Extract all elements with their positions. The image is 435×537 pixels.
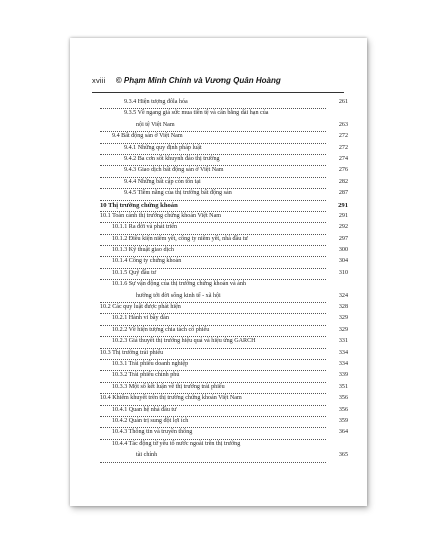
toc-entry-page: 328 (338, 304, 348, 311)
toc-entry-title: 10.1.3 Kỹ thuật giao dịch (100, 245, 326, 257)
toc-entry-title: 10.4.2 Quản trị sung đột lợi ích (100, 416, 326, 428)
toc-entry (100, 256, 348, 267)
toc-entry (100, 154, 348, 165)
toc-entry (100, 234, 348, 245)
toc-entry (100, 382, 348, 393)
toc-entry-title: 10.2 Các quy luật được phát hiện (100, 302, 326, 314)
toc-entry (100, 439, 348, 450)
toc-entry (100, 313, 348, 324)
toc-entry-title: 10 Thị trường chứng khoán (100, 200, 326, 212)
toc-entry-title: 10.4.1 Quan hệ nhà đầu tư (100, 405, 326, 417)
toc-entry-page: 261 (338, 99, 348, 105)
toc-entry-title: 9.4.3 Giao dịch bất động sản ở Việt Nam (100, 165, 326, 177)
toc-entry (100, 120, 348, 131)
toc-entry (100, 416, 348, 427)
toc-entry-title: 10.1.5 Quỹ đầu tư (100, 268, 326, 280)
toc-entry-page: 263 (338, 121, 348, 128)
toc-entry-page: 292 (338, 224, 348, 231)
toc-entry-page: 329 (338, 315, 348, 322)
toc-entry-title: 10.3.3 Một số kết luận về thị trường trái phiếu (100, 382, 326, 394)
toc-entry-title: 10.1.6 Sự vận động của thị trường chứng khoán và ảnh (112, 281, 246, 288)
toc-entry (100, 108, 348, 119)
toc-entry (100, 450, 348, 461)
toc-entry-title: 10.4.3 Thông tin và truyền thông (100, 427, 326, 439)
toc-entry (100, 336, 348, 347)
toc-entry-title: 9.4 Bất động sản ở Việt Nam (100, 131, 326, 143)
toc-entry-title: 10.4 Khiếm khuyết trên thị trường chứng khoán Việt Nam (100, 393, 326, 405)
toc-entry-title: 9.3.4 Hiện tượng đôla hóa (100, 97, 326, 109)
toc-entry-title: tài chính (100, 450, 326, 462)
toc-entry-page: 291 (338, 201, 348, 209)
toc-entry-page: 356 (338, 406, 348, 413)
toc-entry-title: 10.3.2 Trái phiếu chính phủ (100, 370, 326, 382)
toc-entry (100, 359, 348, 370)
toc-entry-title: 10.2.2 Về hiện tượng chia tách cổ phiếu (100, 325, 326, 337)
toc-entry-title: 9.4.4 Những bất cập còn tồn tại (100, 177, 326, 189)
toc-entry-page: 276 (338, 167, 348, 174)
toc-entry (100, 245, 348, 256)
toc-entry (100, 188, 348, 199)
toc-entry-title: 10.1.1 Ra đời và phát triển (100, 222, 326, 234)
toc-entry-page: 291 (338, 212, 348, 219)
toc-entry (100, 165, 348, 176)
toc-entry-title: 10.1.2 Điều kiện niêm yết, công ty niêm yết, nhà đầu tư (100, 234, 326, 246)
toc-entry-title: nội tệ Việt Nam (100, 120, 326, 132)
toc-entry (100, 348, 348, 359)
toc-entry (100, 222, 348, 233)
toc-entry (100, 97, 348, 108)
toc-entry (100, 177, 348, 188)
toc-entry-page: 272 (338, 133, 348, 140)
toc-entry (100, 279, 348, 290)
toc-entry (100, 325, 348, 336)
toc-entry-title: 10.1.4 Công ty chứng khoán (100, 256, 326, 268)
toc-entry-page: 351 (338, 383, 348, 390)
toc-entry-page: 310 (338, 269, 348, 276)
toc-entry (100, 405, 348, 416)
toc-entry-title: 10.2.3 Giả thuyết thị trường hiệu quả và hiệu ứng GARCH (100, 336, 326, 348)
toc-entry-page: 300 (338, 247, 348, 254)
toc-entry-title: 9.4.5 Tiềm năng của thị trường bất động sản (100, 188, 326, 200)
toc-entry (100, 211, 348, 222)
toc-entry-page: 272 (338, 144, 348, 151)
toc-entry (100, 302, 348, 313)
toc-entry (100, 393, 348, 404)
toc-entry (100, 131, 348, 142)
toc-entry-title: 10.1 Toàn cảnh thị trường chứng khoán Việt Nam (100, 211, 326, 223)
toc-entry-page: 356 (338, 395, 348, 402)
toc-entry-page: 359 (338, 417, 348, 424)
toc-entry-title: 10.3 Thị trường trái phiếu (100, 348, 326, 360)
toc-entry-title: 10.3.1 Trái phiếu doanh nghiệp (100, 359, 326, 371)
toc-entry-title: 9.3.5 Về ngang giá sức mua tiền tệ và cân bằng dài hạn của (124, 110, 269, 117)
toc-entry-page: 324 (338, 292, 348, 299)
toc-entry-page: 331 (338, 338, 348, 345)
toc-entry-page: 329 (338, 326, 348, 333)
header-title: © Phạm Minh Chính và Vương Quân Hoàng (115, 76, 281, 85)
toc-entry-title: hưởng tới đời sống kinh tế - xã hội (100, 291, 326, 303)
toc-entry (100, 427, 348, 438)
toc-entry-page: 297 (338, 235, 348, 242)
toc-entry-page: 364 (338, 429, 348, 436)
header-page-number: xviii (92, 76, 106, 85)
toc-entry-page: 365 (338, 452, 348, 459)
toc-entry-page: 334 (338, 349, 348, 356)
toc-entry-title: 9.4.2 Ba cơn sốt khuynh đảo thị trường (100, 154, 326, 166)
header-rule (92, 92, 344, 93)
toc-entry-page: 304 (338, 258, 348, 265)
running-header (92, 76, 342, 90)
toc-entry-page: 274 (338, 155, 348, 162)
toc-entry-title: 9.4.1 Những quy định pháp luật (100, 143, 326, 155)
toc-chapter-entry (100, 200, 348, 211)
toc-entry (100, 268, 348, 279)
toc-entry-title: 10.2.1 Hành vi bầy đàn (100, 313, 326, 325)
toc-entry-page: 339 (338, 372, 348, 379)
toc-entry-page: 287 (338, 190, 348, 197)
toc-entry (100, 370, 348, 381)
toc-entry-page: 334 (338, 360, 348, 367)
toc-entry (100, 291, 348, 302)
toc-entry-title: 10.4.4 Tác động từ yếu tố nước ngoài trên thị trường (112, 440, 241, 447)
book-page (70, 38, 367, 506)
table-of-contents (100, 97, 348, 462)
toc-entry (100, 143, 348, 154)
toc-entry-page: 282 (338, 178, 348, 185)
